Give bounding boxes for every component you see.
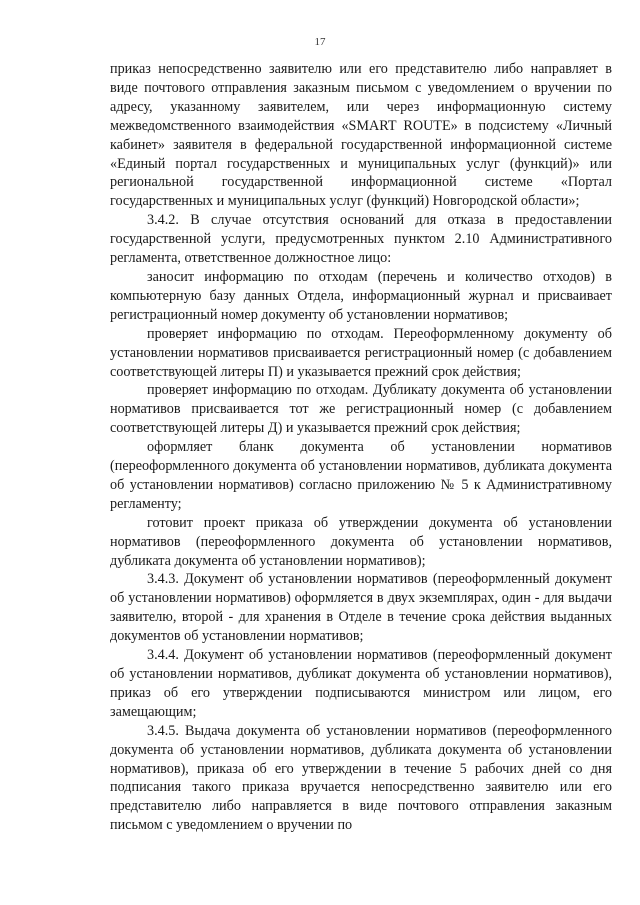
- paragraph: оформляет бланк документа об установлении нормативов (переоформленного документа об установлении нормативов, дубликата документа об установлении нормативов) согласно приложению № 5 к Административному регламенту;: [110, 439, 612, 512]
- paragraph: 3.4.4. Документ об установлении нормативов (переоформленный документ об установлении нормативов, дубликат документа об установлении нормативов), приказ об его утверждении подписываются министром или лицом, его замещающим;: [110, 647, 612, 720]
- paragraph: приказ непосредственно заявителю или его представителю либо направляет в виде почтового отправления заказным письмом с уведомлением о вручении по адресу, указанному заявителем, или через информационную систему межведомственного взаимодействия «SMART ROUTE» в подсистему «Личный кабинет» заявителя в федеральной государственной информационной системе «Единый портал государственных и муниципальных услуг (функций)» или региональной государственной информационной системе «Портал государственных и муниципальных услуг (функций) Новгородской области»;: [110, 61, 612, 210]
- paragraph: 3.4.2. В случае отсутствия оснований для отказа в предоставлении государственной услуги, предусмотренных пунктом 2.10 Административного регламента, ответственное должностное лицо:: [110, 212, 612, 267]
- document-body: [110, 60, 612, 835]
- paragraph: проверяет информацию по отходам. Переоформленному документу об установлении нормативов присваивается регистрационный номер (с добавлением соответствующей литеры П) и указывается прежний срок действия;: [110, 325, 612, 380]
- paragraph: 3.4.5. Выдача документа об установлении нормативов (переоформленного документа об установлении нормативов, дубликата документа об установлении нормативов), приказа об его утверждении в течение 5 рабочих дней со дня подписания такого приказа вручается непосредственно заявителю или его представителю либо направляется в виде почтового отправления заказным письмом с уведомлением о вручении по: [110, 722, 612, 834]
- paragraph: 3.4.3. Документ об установлении нормативов (переоформленный документ об установлении нормативов) оформляется в двух экземплярах, один - для выдачи заявителю, второй - для хранения в Отделе в течение срока действия выданных документов об установлении нормативов;: [110, 571, 612, 645]
- paragraph: заносит информацию по отходам (перечень и количество отходов) в компьютерную базу данных Отдела, информационный журнал и присваивает регистрационный номер документу об установлении нормативов;: [110, 268, 612, 323]
- paragraph: готовит проект приказа об утверждении документа об установлении нормативов (переоформленного документа об установлении нормативов, дубликата документа об установлении нормативов);: [110, 514, 612, 569]
- paragraph: проверяет информацию по отходам. Дубликату документа об установлении нормативов присваивается тот же регистрационный номер (с добавлением соответствующей литеры Д) и указывается прежний срок действия;: [110, 382, 612, 437]
- page-number: 17: [314, 36, 326, 48]
